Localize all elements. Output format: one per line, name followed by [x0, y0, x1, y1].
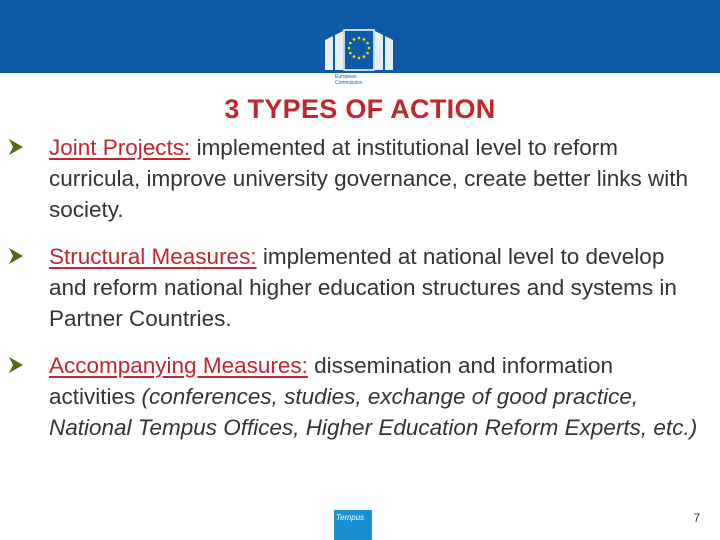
bullet-term: Joint Projects:	[49, 135, 191, 160]
logo-caption	[335, 74, 395, 86]
bullet-list	[0, 132, 720, 443]
arrow-bullet-icon	[8, 132, 30, 163]
bullet-term: Accompanying Measures:	[49, 353, 308, 378]
arrow-bullet-icon	[8, 241, 30, 272]
bullet-joint-projects	[0, 132, 720, 225]
bullet-structural-measures	[0, 241, 720, 334]
tempus-logo	[334, 510, 372, 540]
page-number: 7	[693, 511, 700, 525]
bullet-italic-text: (conferences, studies, exchange of good practice, National Tempus Offices, Higher Education Reform Experts, etc.)	[49, 384, 698, 440]
logo-caption-line1: European	[335, 74, 357, 80]
bullet-text: implemented at institutional level to reform curricula, improve university governance, create better links with society.	[49, 135, 689, 222]
bullet-accompanying-measures	[0, 350, 720, 443]
logo-caption-line2: Commission	[335, 80, 363, 86]
arrow-bullet-icon	[8, 350, 30, 381]
bullet-text: implemented at national level to develop and reform national higher education structures and systems in Partner Countries.	[49, 244, 677, 331]
tempus-logo-text: Tempus	[336, 513, 365, 522]
bullet-text: dissemination and information activities	[49, 353, 614, 409]
slide-title: 3 TYPES OF ACTION	[224, 94, 496, 124]
bullet-term: Structural Measures:	[49, 244, 257, 269]
